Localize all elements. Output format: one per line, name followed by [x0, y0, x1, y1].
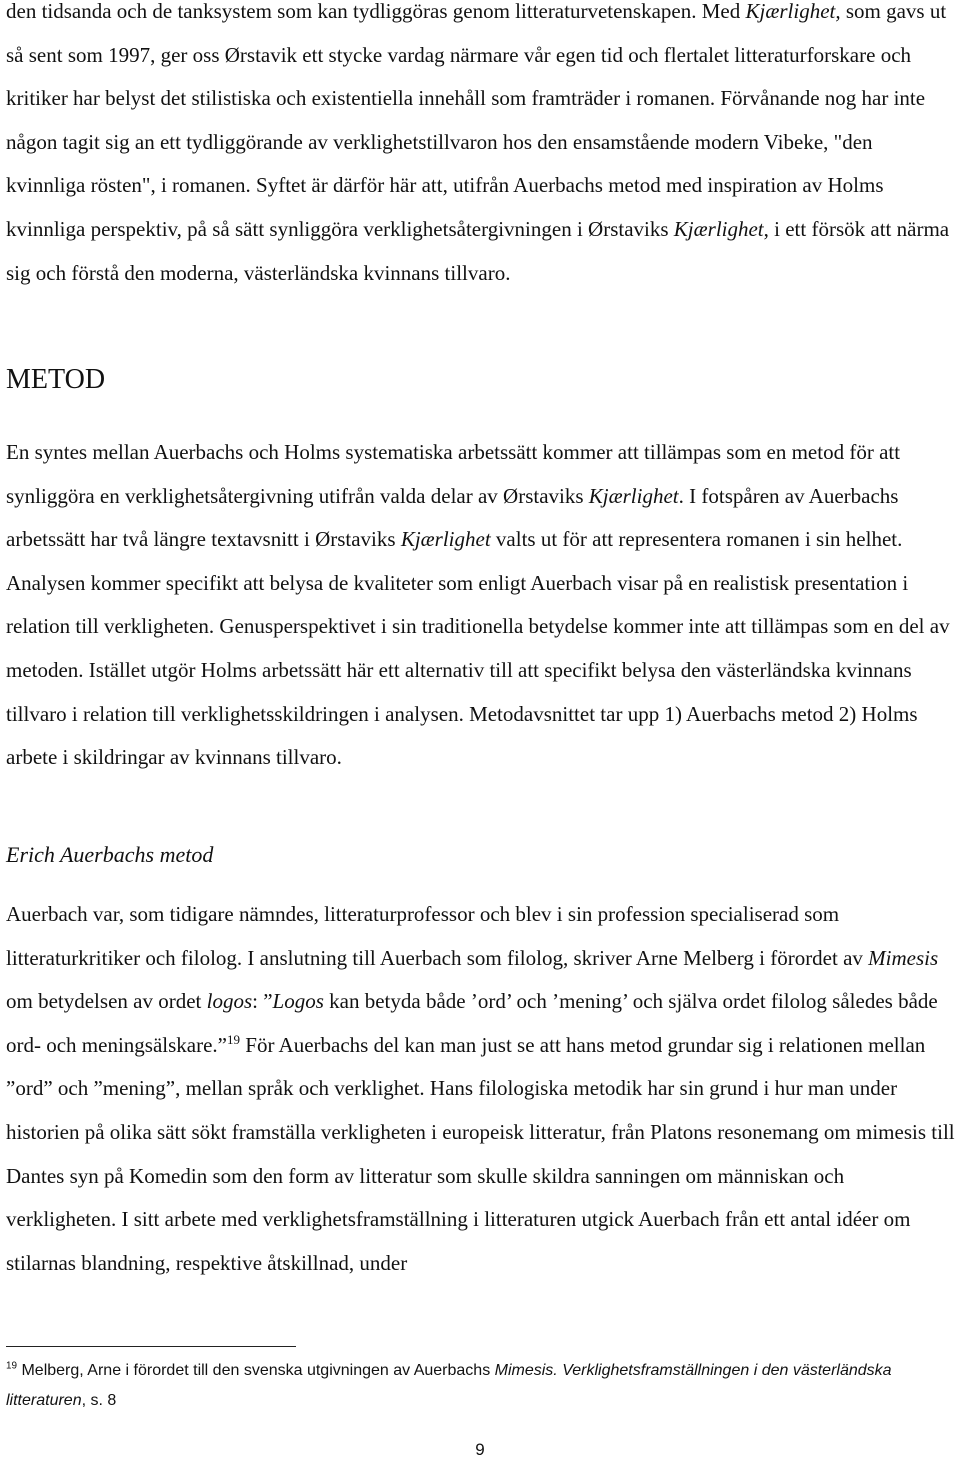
auerbach-text: kan betyda både ’ord’ och ’mening’ och själva ordet filolog således både ord- och meningsälskare.”: [6, 989, 938, 1057]
footnote-number: 19: [6, 1360, 18, 1372]
footnote-text: , s. 8: [81, 1392, 117, 1409]
intro-text: som gavs ut så sent som 1997, ger oss Ørstavik ett stycke vardag närmare vår egen tid och flertalet litteraturforskare och kritiker har belyst det stilistiska och existentiella innehåll som framträder i romanen. Förvånande nog har inte någon tagit sig an ett tydliggörande av verklighetstillvaron hos den ensamstående modern Vibeke, "den kvinnliga rösten", i romanen. Syftet är därför här att, utifrån Auerbachs metod med inspiration av Holms kvinnliga perspektiv, på så sätt synliggöra verklighetsåtergivningen i Ørstaviks: [6, 0, 947, 241]
book-title: Mimesis. Verklighetsframställningen i den västerländska litteraturen: [6, 1362, 892, 1409]
footnote-reference[interactable]: 19: [227, 1031, 241, 1047]
intro-text: den tidsanda och de tanksystem som kan tydliggöras genom litteraturvetenskapen. Med: [6, 0, 741, 23]
method-text: . I fotspåren av Auerbachs arbetssätt har två längre textavsnitt i Ørstaviks: [6, 483, 899, 552]
book-title: Kjærlighet: [400, 527, 491, 552]
italic-term: Logos: [272, 989, 324, 1014]
auerbach-paragraph: [6, 893, 958, 1285]
footnote-divider: [6, 1346, 296, 1347]
auerbach-text: För Auerbachs del kan man just se att hans metod grundar sig i relationen mellan ”ord” och ”mening”, mellan språk och verklighet. Hans filologiska metodik har sin grund i hur man under historien på olika sätt sökt framställa verkligheten i europeisk litteratur, från Platons resonemang om mimesis till Dantes syn på Komedin som den form av litteratur som skulle skildra sanningen om människan och verkligheten. I sitt arbete med verklighetsframställning i litteraturen utgick Auerbach från ett antal idéer om stilarnas blandning, respektive åtskillnad, under: [6, 1032, 955, 1275]
footnote-text: Melberg, Arne i förordet till den svenska utgivningen av Auerbachs: [17, 1362, 495, 1379]
method-paragraph: [6, 431, 958, 780]
intro-paragraph: [6, 0, 956, 295]
method-text: En syntes mellan Auerbachs och Holms systematiska arbetssätt kommer att tillämpas som en metod för att synliggöra en verklighetsåtergivning utifrån valda delar av Ørstaviks: [6, 440, 901, 508]
book-title: Mimesis: [868, 945, 939, 970]
book-title: Kjærlighet: [588, 483, 679, 508]
book-title: Kjærlighet: [673, 216, 764, 241]
footnote: [6, 1356, 956, 1416]
auerbach-text: om betydelsen av ordet: [6, 989, 207, 1014]
page-number: 9: [475, 1440, 485, 1459]
intro-text: , i ett försök att närma sig och förstå den moderna, västerländska kvinnans tillvaro.: [6, 216, 950, 285]
book-title: Kjærlighet,: [745, 0, 841, 23]
section-heading-metod: METOD: [6, 364, 106, 395]
method-text: valts ut för att representera romanen i sin helhet. Analysen kommer specifikt att belysa de kvaliteter som enligt Auerbach visar på en realistisk presentation i relation till verkligheten. Genusperspektivet i sin traditionella betydelse kommer inte att tillämpas som en del av metoden. Istället utgör Holms arbetssätt här ett alternativ till att specifikt belysa den västerländska kvinnans tillvaro i relation till verklighetsskildringen i analysen. Metodavsnittet tar upp 1) Auerbachs metod 2) Holms arbete i skildringar av kvinnans tillvaro.: [6, 527, 950, 770]
auerbach-text: : ”: [252, 989, 273, 1014]
subsection-heading-auerbach: Erich Auerbachs metod: [6, 842, 214, 867]
italic-term: logos: [206, 989, 253, 1014]
auerbach-text: Auerbach var, som tidigare nämndes, litteraturprofessor och blev i sin profession specialiserad som litteraturkritiker och filolog. I anslutning till Auerbach som filolog, skriver Arne Melberg i förordet av: [6, 902, 869, 970]
